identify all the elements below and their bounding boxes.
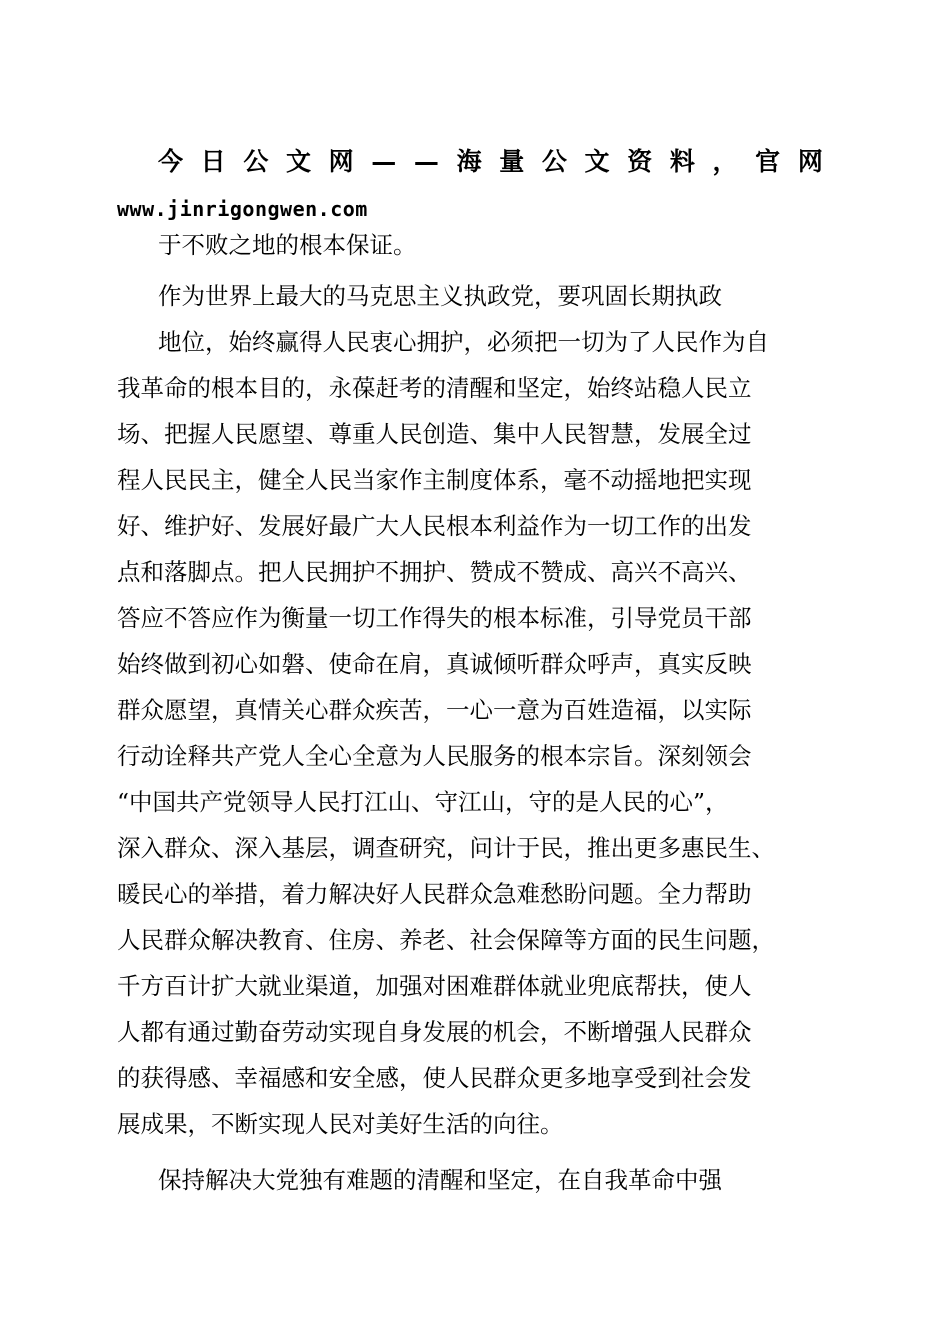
- header-url: www.jinrigongwen.com: [117, 197, 368, 221]
- header-char: 今: [158, 147, 184, 176]
- header-char: —: [371, 147, 397, 176]
- header-char: 日: [200, 147, 226, 176]
- body-line: 暖民心的举措，着力解决好人民群众急难愁盼问题。全力帮助: [117, 880, 752, 908]
- body-line: 于不败之地的根本保证。: [158, 231, 417, 259]
- header-char: 网: [797, 147, 823, 176]
- header-char: 料: [669, 147, 695, 176]
- header-char: 官: [755, 147, 781, 176]
- header-char: 资: [627, 147, 653, 176]
- body-line: 群众愿望，真情关心群众疾苦，一心一意为百姓造福，以实际: [117, 696, 752, 724]
- header-char: 公: [541, 147, 567, 176]
- header-char: 海: [456, 147, 482, 176]
- body-line: 地位，始终赢得人民衷心拥护，必须把一切为了人民作为自: [158, 328, 769, 356]
- header-title: [158, 142, 823, 182]
- body-line: 的获得感、幸福感和安全感，使人民群众更多地享受到社会发: [117, 1064, 752, 1092]
- body-line: 我革命的根本目的，永葆赶考的清醒和坚定，始终站稳人民立: [117, 374, 752, 402]
- header-char: 公: [243, 147, 269, 176]
- body-line: 答应不答应作为衡量一切工作得失的根本标准，引导党员干部: [117, 604, 752, 632]
- body-line: 作为世界上最大的马克思主义执政党，要巩固长期执政: [158, 282, 722, 310]
- header-char: 文: [285, 147, 311, 176]
- header-char: 网: [328, 147, 354, 176]
- body-line: 人都有通过勤奋劳动实现自身发展的机会，不断增强人民群众: [117, 1018, 752, 1046]
- body-line: 千方百计扩大就业渠道，加强对困难群体就业兜底帮扶，使人: [117, 972, 752, 1000]
- body-line: 好、维护好、发展好最广大人民根本利益作为一切工作的出发: [117, 512, 752, 540]
- body-line: “中国共产党领导人民打江山、守江山，守的是人民的心”，: [117, 788, 729, 816]
- body-line: 展成果，不断实现人民对美好生活的向往。: [117, 1110, 564, 1138]
- header-char: 量: [499, 147, 525, 176]
- header-char: 文: [584, 147, 610, 176]
- header-char: ，: [712, 147, 738, 176]
- body-line: 点和落脚点。把人民拥护不拥护、赞成不赞成、高兴不高兴、: [117, 558, 752, 586]
- body-line: 始终做到初心如磐、使命在肩，真诚倾听群众呼声，真实反映: [117, 650, 752, 678]
- body-line: 深入群众、深入基层，调查研究，问计于民，推出更多惠民生、: [117, 834, 775, 862]
- body-line: 保持解决大党独有难题的清醒和坚定，在自我革命中强: [158, 1166, 722, 1194]
- header-char: —: [413, 147, 439, 176]
- body-line: 人民群众解决教育、住房、养老、社会保障等方面的民生问题，: [117, 926, 775, 954]
- body-line: 行动诠释共产党人全心全意为人民服务的根本宗旨。深刻领会: [117, 742, 752, 770]
- body-line: 程人民民主，健全人民当家作主制度体系，毫不动摇地把实现: [117, 466, 752, 494]
- body-line: 场、把握人民愿望、尊重人民创造、集中人民智慧，发展全过: [117, 420, 752, 448]
